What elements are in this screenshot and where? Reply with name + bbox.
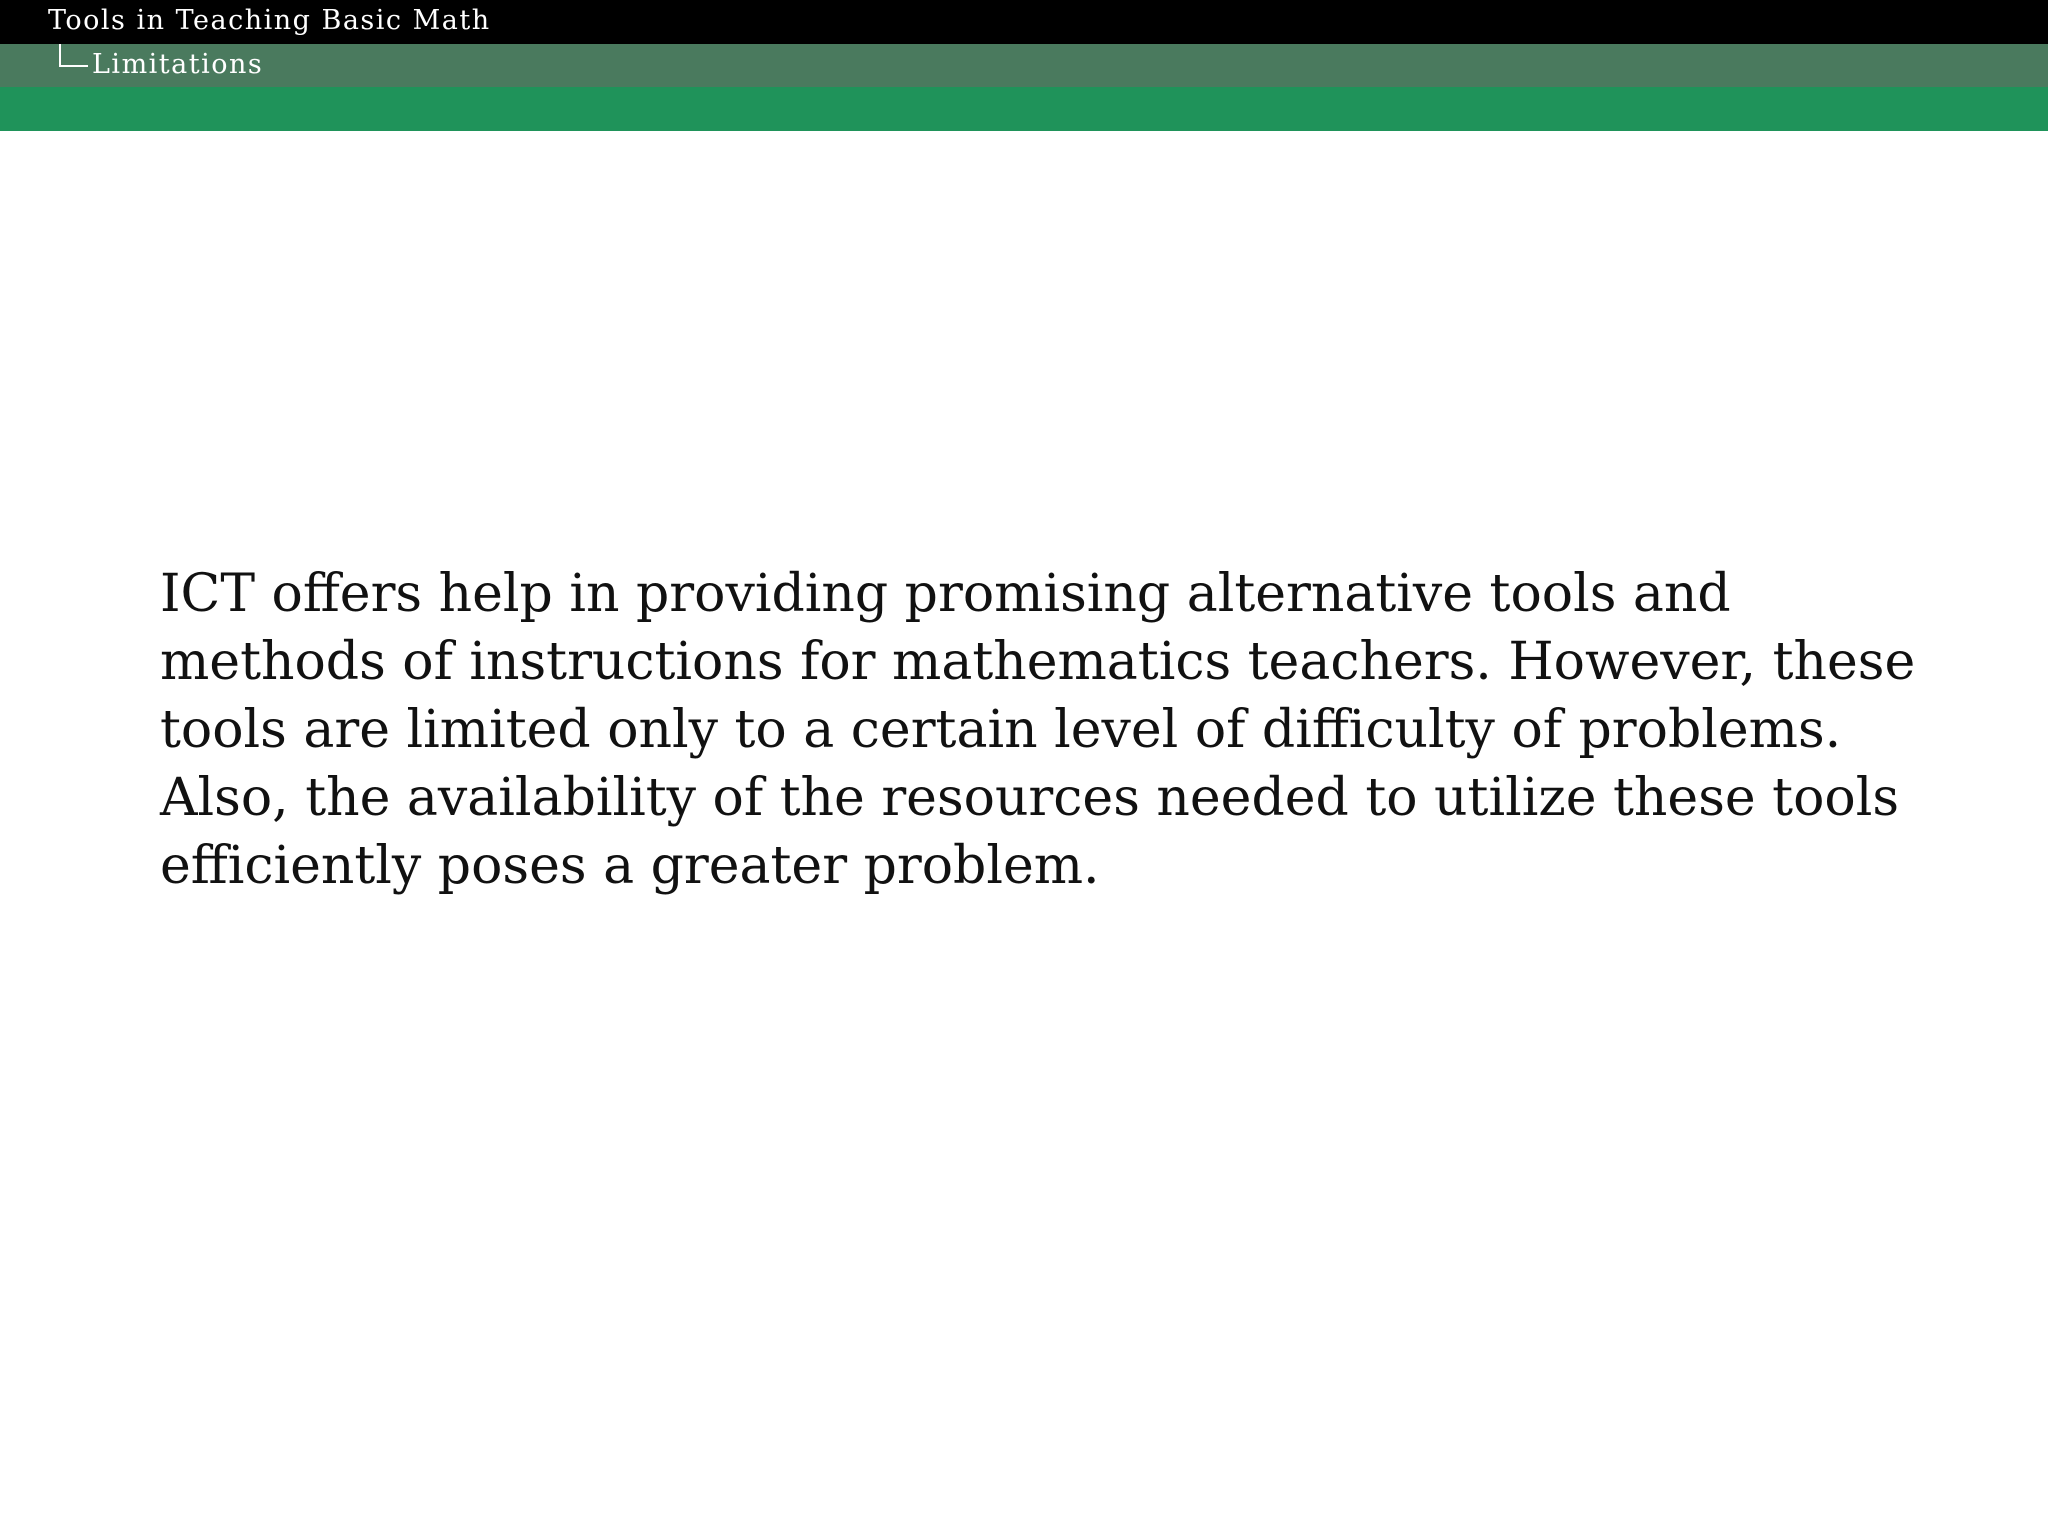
section-title: Limitations — [92, 49, 264, 80]
body-paragraph: ICT offers help in providing promising alternative tools and methods of instructions for mathematics teachers. However, these tools are limited only to a certain level of difficulty of problems. Also, the availability of the resources needed to utilize these tools efficiently poses a greater problem. — [160, 564, 1916, 896]
header-accent-bar — [0, 87, 2048, 131]
tree-branch-icon — [58, 44, 88, 70]
header-section-bar — [0, 44, 2048, 87]
presentation-title: Tools in Teaching Basic Math — [48, 5, 491, 36]
breadcrumb — [58, 44, 263, 87]
